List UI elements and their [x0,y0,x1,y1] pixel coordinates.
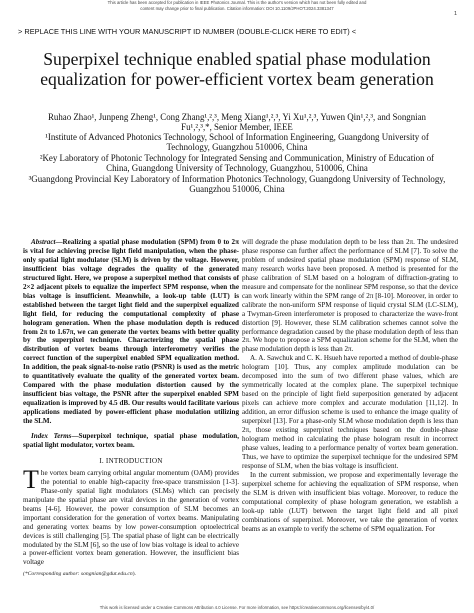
affiliation-1: ¹Institute of Advanced Photonics Technology, School of Information Engineering, Guangdong University of Technology, Guangzhou 510006, China [45,132,429,153]
intro-text: he vortex beam carrying orbital angular momentum (OAM) provides the potential to enable high-capacity free-space transmission [1-3]. Phase-only spatial light modulators (SLMs) which can precisely manipulate the spatial phase are vital devices in the generation of vortex beams [4-6]. However, the power consumption of SLM becomes an important consideration for the generation of vortex beams. Manipulating and generating vortex beams by low power-consumption optoelectrical devices is still challenging [5]. The spatial phase of light can be electrically modulated by the SLM [6], so the use of low bias voltage is ideal to achieve a power-efficient vortex beam generation. However, the insufficient bias voltage [23,468,239,567]
intro-body [23,464,239,567]
right-paragraph-3: In the current submission, we propose and experimentally leverage the superpixel scheme for achieving the equalization of SPM response, when the SLM is driven with insufficient bias voltage. Moreover, to reduce the computational complexity of phase hologram generation, we establish a look-up table (LUT) between the target light field and all pixel combinations of superpixel. Moreover, we take the generation of vortex beams as an example to verify the scheme of SPM equalization. For [242,470,458,533]
license-footer: This work is licensed under a Creative Commons Attribution 4.0 License. For more information, see https://creativecommons.org/licenses/by/4.0/ [99,605,375,610]
publication-banner [0,0,474,11]
index-terms-text: —Superpixel technique, spatial phase modulation, spatial light modulator, vortex beam. [23,432,240,449]
footnote-email[interactable]: songnian@gdut.edu.cn [80,571,133,577]
footnote-prefix: (*Corresponding author: [23,571,81,577]
banner-line-2: content may change prior to final publication. Citation information: DOI 10.1109/JPHOT.2024.3381347 [140,5,334,11]
manuscript-id-placeholder[interactable]: > REPLACE THIS LINE WITH YOUR MANUSCRIPT ID NUMBER (DOUBLE-CLICK HERE TO EDIT) < [18,27,357,36]
affiliation-3: ³Guangdong Provincial Key Laboratory of Information Photonics Technology, Guangdong University of Technology, Guangzhou 510006, China [28,173,446,195]
abstract [23,238,239,426]
index-terms-label: Index Terms [31,432,72,441]
right-column [242,238,458,533]
right-paragraph-2: A. A. Sawchuk and C. K. Hsueh have reported a method of double-phase hologram [10]. Thus, any complex amplitude modulation can be decomposed into the sum of two different phase values, which are symmetrically located at the complex plane. The superpixel technique based on the principle of light field superposition generated by adjacent pixels can achieve more complex and accurate modulation [11,12]. In addition, an error diffusion scheme is used to enhance the image quality of superpixel [13]. For a phase-only SLM whose modulation depth is less than 2π, those existing superpixel techniques based on the double-phase hologram method in calculating the phase hologram result in incorrect phase values, leading to a performance penalty of vortex beam generation. Thus, we have to optimize the superpixel technique for the undesired SPM response of SLM, when the bias voltage is insufficient. [242,354,458,470]
left-column [23,238,239,567]
affiliation-2: ²Key Laboratory of Photonic Technology for Integrated Sensing and Communication, Ministry of Education of China, Guangdong University of Technology, Guangzhou, 510006, China [39,152,435,174]
index-terms [23,432,239,450]
banner-line-1: This article has been accepted for publication in IEEE Photonics Journal. This is the author's version which has not been fully edited and [107,0,367,5]
footnote-suffix: ). [132,571,136,577]
drop-cap: T [23,464,39,494]
corresponding-author-footnote [23,571,136,577]
paper-title: Superpixel technique enabled spatial phase modulation equalization for power-efficient vortex beam generation [40,49,434,89]
authors-text: Ruhao Zhao¹, Junpeng Zheng¹, Cong Zhang¹,²,³, Meng Xiang¹,²,³, Yi Xu¹,²,³, Yuwen Qin¹,²,³, and Songnian Fu¹,²,³,*, Senior Member, IEEE [48,112,426,133]
abstract-text: —Realizing a spatial phase modulation (SPM) from 0 to 2π is vital for achieving precise light field manipulation, when the phase-only spatial light modulator (SLM) is driven by the voltage. However, insufficient bias voltage degrades the quality of the generated structured light. Here, we propose a superpixel method that consists of 2×2 adjacent pixels to equalize the imperfect SPM response, when the bias voltage is insufficient. Meanwhile, a look-up table (LUT) is established between the target light field and the superpixel equalized light field, for reducing the computational complexity of phase hologram generation. When the phase modulation depth is reduced from 2π to 1.67π, we can generate the vortex beams with better quality by the superpixel technique. Characterizing the spatial phase distribution of vortex beams through interferometry verifies the correct function of the superpixel enabled SPM equalization method. In addition, the peak signal-to-noise ratio (PSNR) is used as the metric to quantitatively evaluate the quality of the generated vortex beam. Compared with the phase modulation distortion caused by the insufficient bias voltage, the PSNR after the superpixel enabled SPM equalization is improved by 4.5 dB. Our results would facilitate various applications mediated by power-efficient phase modulation utilizing the SLM. [23,238,239,426]
affiliations [28,132,446,194]
page-number: 1 [453,11,457,17]
author-list [44,112,430,133]
intro-heading: I. INTRODUCTION [99,456,163,465]
abstract-label: Abstract [31,238,56,246]
right-paragraph-1: will degrade the phase modulation depth to be less than 2π. The undesired phase response can further affect the performance of SLM [7]. To solve the problem of undesired spatial phase modulation (SPM) response of SLM, many research works have been proposed. A method is presented for the phase calibration of SLM based on a hologram of diffraction-grating to measure and compensate for the nonlinear SPM response, so that the device can work linearly within the SPM range of 2π [8-10]. Moreover, in order to calibrate the non-uniform SPM response of liquid crystal SLM (LC-SLM), a Twyman-Green interferometer is proposed to characterize the wave-front distortion [9]. However, these SLM calibration schemes cannot solve the performance degradation caused by the phase modulation depth of less than 2π. We hope to propose a SPM equalization scheme for the SLM, when the phase modulation depth is less than 2π. [242,238,458,354]
